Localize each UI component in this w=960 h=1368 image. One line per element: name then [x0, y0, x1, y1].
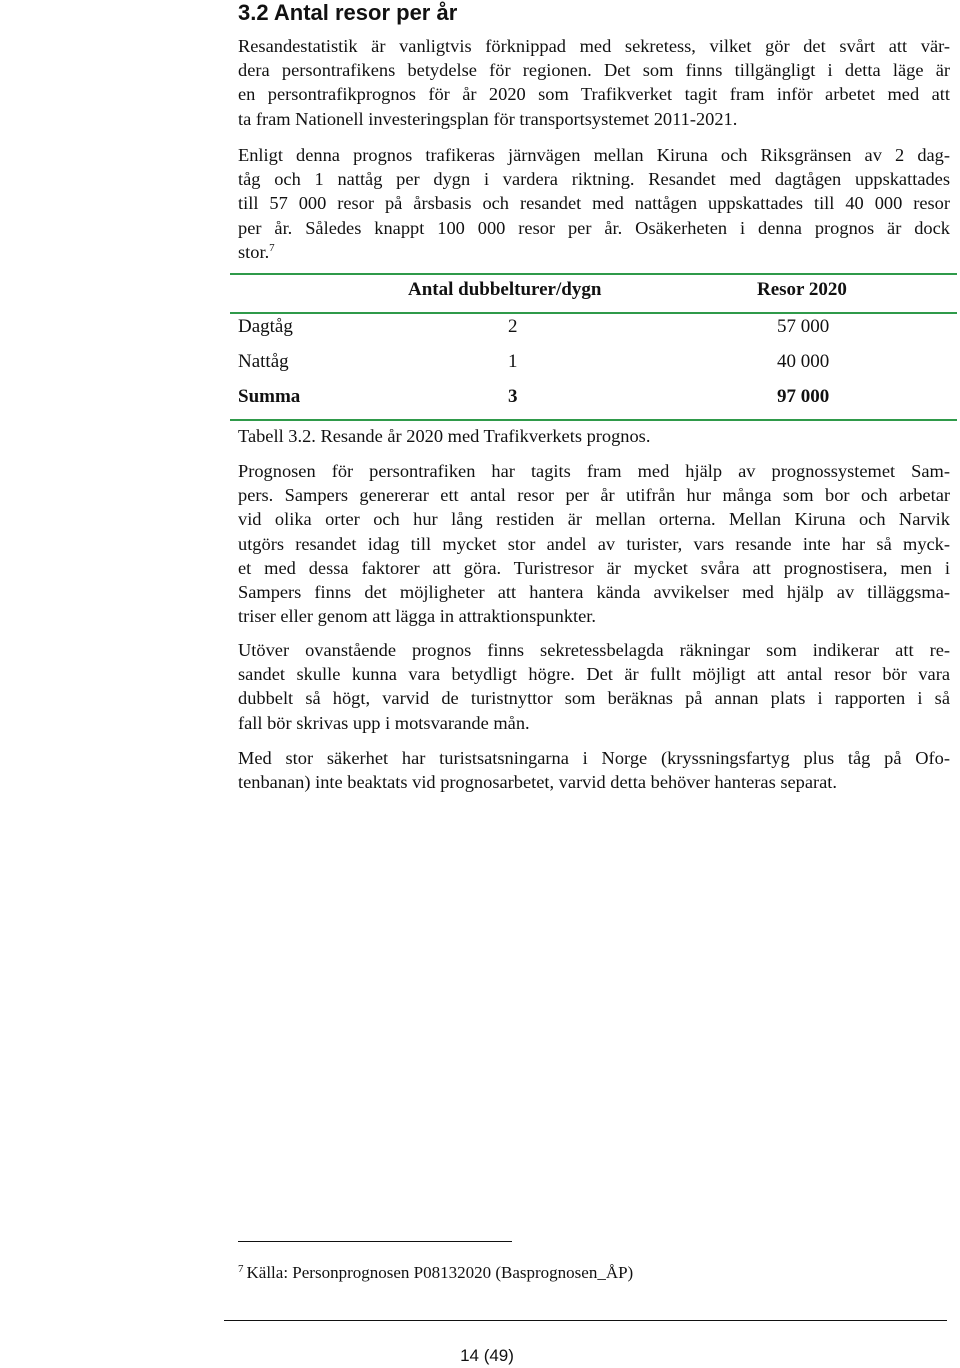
table-cell-label: Nattåg — [238, 351, 289, 372]
table-cell-label: Dagtåg — [238, 316, 293, 337]
table-header-trips: Antal dubbelturer/dygn — [408, 279, 602, 300]
section-heading: 3.2 Antal resor per år — [238, 0, 458, 25]
paragraph-sampers — [238, 459, 950, 628]
paragraph-intro — [238, 34, 950, 131]
table-total-journeys: 97 000 — [777, 386, 830, 407]
text-line: ta fram Nationell investeringsplan för transportsystemet 2011-2021. — [238, 108, 738, 129]
footnote-reference: 7 — [269, 241, 275, 254]
table-header-journeys: Resor 2020 — [757, 279, 847, 300]
text-line: tenbanan) inte beaktats vid prognosarbetet, varvid detta behöver hanteras separat. — [238, 772, 837, 793]
text-line: till 57 000 resor på årsbasis och resandet med nattågen uppskattades till 40 000 resor — [238, 193, 950, 214]
page-number: 14 (49) — [460, 1346, 514, 1365]
text-line: dubbelt så högt, varvid de turistnyttor som beräknas på annan plats i rapporten i så — [238, 688, 950, 709]
text-line: Enligt denna prognos trafikeras järnvägen mellan Kiruna och Riksgränsen av 2 dag- — [238, 145, 950, 165]
text-line: et med dessa faktorer att göra. Turistresor är mycket svåra att prognostisera, men i — [238, 557, 950, 578]
footer-rule — [224, 1320, 947, 1321]
text-line: tåg och 1 nattåg per dygn i vardera riktning. Resandet med dagtågen uppskattades — [238, 169, 950, 190]
text-line: triser eller genom att lägga in attraktionspunkter. — [238, 606, 596, 627]
text-line: per år. Således knappt 100 000 resor per år. Osäkerheten i denna prognos är dock — [238, 217, 950, 238]
table-caption: Tabell 3.2. Resande år 2020 med Trafikverkets prognos. — [238, 426, 651, 446]
text-line: en persontrafikprognos för år 2020 som Trafikverket tagit fram inför arbetet med att — [238, 84, 950, 105]
text-line: sandet skulle kunna vara betydligt högre. Det är fullt möjligt att antal resor bör vara — [238, 664, 950, 685]
table-header-rule — [230, 312, 957, 314]
text-line — [238, 240, 950, 264]
table-cell-trips: 2 — [508, 316, 518, 337]
table-top-rule — [230, 273, 957, 275]
table-cell-journeys: 40 000 — [777, 351, 830, 372]
footnote-text: Källa: Personprognosen P08132020 (Basprognosen_ÅP) — [246, 1263, 634, 1282]
table-total-label: Summa — [238, 386, 301, 407]
text-line: pers. Sampers genererar ett antal resor per år utifrån hur många som bor och arbetar — [238, 485, 950, 506]
text-line: Prognosen för persontrafiken har tagits fram med hjälp av prognossystemet Sam- — [238, 461, 950, 481]
paragraph-prognosis — [238, 143, 950, 264]
text-line: utgörs resandet idag till mycket stor andel av turister, vars resande inte har så myck- — [238, 533, 950, 554]
text-line: Med stor säkerhet har turistsatsningarna i Norge (kryssningsfartyg plus tåg på Ofo- — [238, 748, 950, 768]
text-line-end: stor. — [238, 241, 270, 262]
text-line: vid olika orter och hur lång restiden är mellan orterna. Mellan Kiruna och Narvik — [238, 509, 950, 530]
table-total-trips: 3 — [508, 386, 518, 407]
table-bottom-rule — [230, 419, 957, 421]
paragraph-confidential — [238, 638, 950, 735]
text-line: fall bör skrivas upp i motsvarande mån. — [238, 712, 530, 733]
text-line: dera persontrafikens betydelse för regionen. Det som finns tillgängligt i detta läge är — [238, 60, 950, 81]
footnote-separator — [238, 1241, 512, 1242]
table-cell-journeys: 57 000 — [777, 316, 830, 337]
footnote-number: 7 — [238, 1263, 244, 1275]
footnote — [238, 1262, 633, 1284]
text-line: Sampers finns det möjligheter att hantera kända avvikelser med hjälp av tilläggsma- — [238, 582, 950, 603]
paragraph-norway — [238, 746, 950, 794]
text-line: Utöver ovanstående prognos finns sekretessbelagda räkningar som indikerar att re- — [238, 640, 950, 660]
table-cell-trips: 1 — [508, 351, 518, 372]
text-line: Resandestatistik är vanligtvis förknippad med sekretess, vilket gör det svårt att vär- — [238, 36, 950, 56]
